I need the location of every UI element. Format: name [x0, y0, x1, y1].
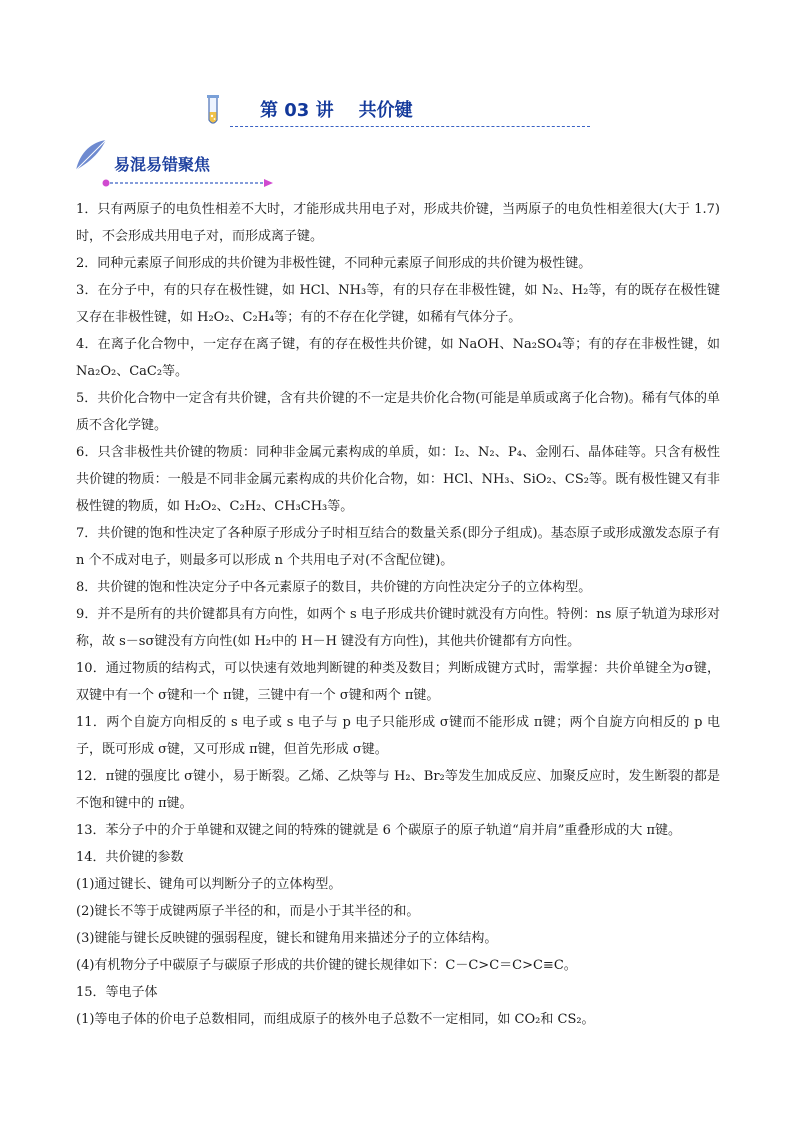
- paragraph-3: 3．在分子中，有的只存在极性键，如 HCl、NH₃等，有的只存在非极性键，如 N₂、H₂等，有的既存在极性键又存在非极性键，如 H₂O₂、C₂H₄等；有的不存在化学键，如稀有气体分子。: [76, 283, 720, 325]
- paragraph-14-3: (3)键能与键长反映键的强弱程度，键长和键角用来描述分子的立体结构。: [76, 931, 498, 946]
- paragraph-14-1: (1)通过键长、键角可以判断分子的立体构型。: [76, 877, 342, 892]
- lesson-title: 第 03 讲 共价键: [260, 100, 413, 121]
- lesson-title-bar: [200, 92, 590, 132]
- paragraph-4: 4．在离子化合物中，一定存在离子键，有的存在极性共价键，如 NaOH、Na₂SO₄等；有的存在非极性键，如 Na₂O₂、CaC₂等。: [76, 337, 720, 379]
- section-underline-arrow: [102, 178, 274, 188]
- paragraph-1: 1．只有两原子的电负性相差不大时，才能形成共用电子对，形成共价键，当两原子的电负性相差很大(大于 1.7)时，不会形成共用电子对，而形成离子键。: [76, 202, 720, 244]
- title-underline: [230, 126, 590, 127]
- paragraph-6: 6．只含非极性共价键的物质：同种非金属元素构成的单质，如：I₂、N₂、P₄、金刚石、晶体硅等。只含有极性共价键的物质：一般是不同非金属元素构成的共价化合物，如：HCl、NH₃、SiO₂、CS₂等。既有极性键又有非极性键的物质，如 H₂O₂、C₂H₂、CH₃CH₃等。: [76, 445, 720, 514]
- feather-icon: [72, 138, 112, 178]
- paragraph-9: 9．并不是所有的共价键都具有方向性，如两个 s 电子形成共价键时就没有方向性。特例：ns 原子轨道为球形对称，故 s－sσ键没有方向性(如 H₂中的 H－H 键没有方向性)，其他共价键都有方向性。: [76, 607, 720, 649]
- section-header: [72, 138, 292, 190]
- paragraph-2: 2．同种元素原子间形成的共价键为非极性键，不同种元素原子间形成的共价键为极性键。: [76, 256, 592, 271]
- paragraph-14: 14．共价键的参数: [76, 850, 184, 865]
- paragraph-13: 13．苯分子中的介于单键和双键之间的特殊的键就是 6 个碳原子的原子轨道“肩并肩”重叠形成的大 π键。: [76, 823, 682, 838]
- section-title: 易混易错聚焦: [114, 155, 211, 174]
- paragraph-12: 12．π键的强度比 σ键小，易于断裂。乙烯、乙炔等与 H₂、Br₂等发生加成反应、加聚反应时，发生断裂的都是不饱和键中的 π键。: [76, 769, 720, 811]
- paragraph-14-2: (2)键长不等于成键两原子半径的和，而是小于其半径的和。: [76, 904, 420, 919]
- content-body: [76, 196, 720, 1033]
- paragraph-10: 10．通过物质的结构式，可以快速有效地判断键的种类及数目；判断成键方式时，需掌握：共价单键全为σ键，双键中有一个 σ键和一个 π键，三键中有一个 σ键和两个 π键。: [76, 661, 720, 703]
- paragraph-5: 5．共价化合物中一定含有共价键，含有共价键的不一定是共价化合物(可能是单质或离子化合物)。稀有气体的单质不含化学键。: [76, 391, 720, 433]
- paragraph-8: 8．共价键的饱和性决定分子中各元素原子的数目，共价键的方向性决定分子的立体构型。: [76, 580, 592, 595]
- test-tube-icon: [200, 94, 226, 128]
- paragraph-7: 7．共价键的饱和性决定了各种原子形成分子时相互结合的数量关系(即分子组成)。基态原子或形成激发态原子有 n 个不成对电子，则最多可以形成 n 个共用电子对(不含配位键)。: [76, 526, 720, 568]
- paragraph-14-4: (4)有机物分子中碳原子与碳原子形成的共价键的键长规律如下：C－C>C＝C>C≡C。: [76, 958, 577, 973]
- paragraph-15-1: (1)等电子体的价电子总数相同，而组成原子的核外电子总数不一定相同，如 CO₂和 CS₂。: [76, 1012, 595, 1027]
- paragraph-11: 11．两个自旋方向相反的 s 电子或 s 电子与 p 电子只能形成 σ键而不能形成 π键；两个自旋方向相反的 p 电子，既可形成 σ键，又可形成 π键，但首先形成 σ键。: [76, 715, 720, 757]
- paragraph-15: 15．等电子体: [76, 985, 158, 1000]
